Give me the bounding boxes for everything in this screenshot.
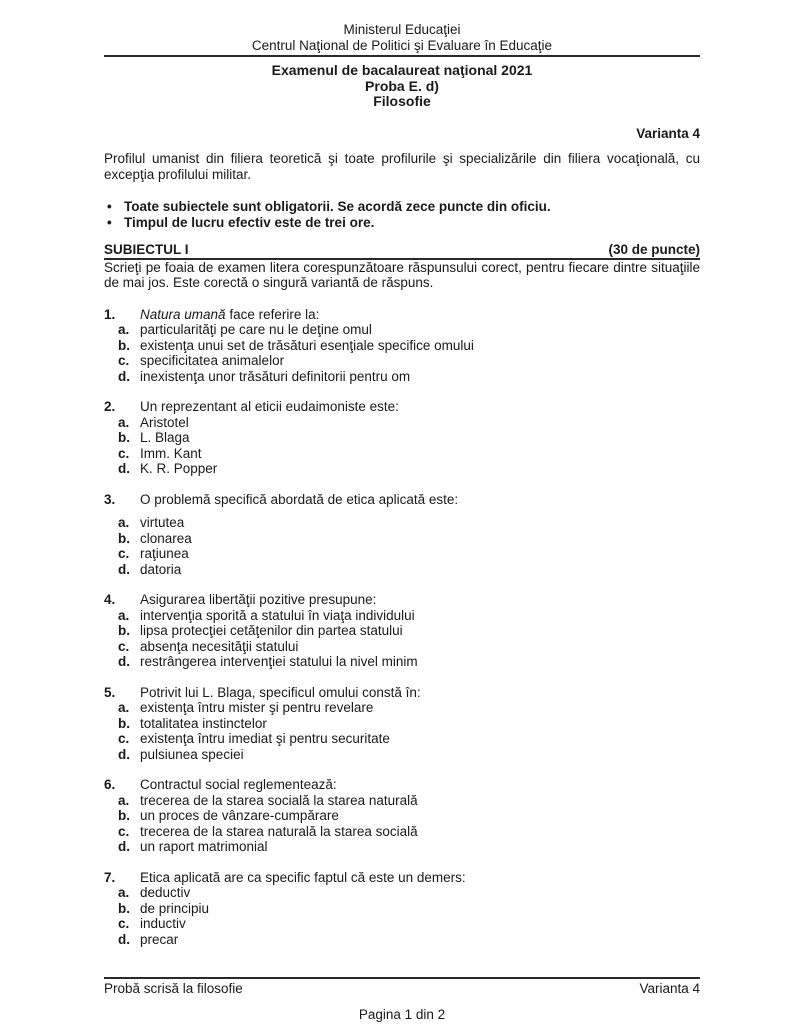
question-stem-row: [104, 307, 700, 323]
option-text: restrângerea intervenţiei statului la nivel minim: [140, 654, 418, 669]
exam-title: Examenul de bacalaureat naţional 2021: [271, 62, 533, 78]
document-header: [104, 22, 700, 57]
option-letter: a.: [118, 414, 130, 430]
option-text: virtutea: [140, 515, 185, 530]
question-stem: [140, 492, 700, 508]
rule-item: [104, 215, 700, 231]
question-stem-text: Asigurarea libertăţii pozitive presupune:: [140, 592, 377, 607]
question-stem-text: Un reprezentant al eticii eudaimoniste este:: [140, 399, 399, 414]
option-text: K. R. Popper: [140, 461, 218, 476]
option-text: precar: [140, 931, 179, 947]
option-letter: b.: [118, 623, 130, 638]
section-points: (30 de puncte): [608, 242, 700, 257]
exam-proba: Proba E. d): [365, 77, 439, 94]
option-letter: b.: [118, 715, 130, 731]
answer-option: [104, 623, 700, 639]
document-footer: [104, 977, 700, 1022]
answer-option: [104, 446, 700, 462]
option-letter: b.: [118, 430, 130, 445]
answer-option: [104, 353, 700, 369]
question-stem-text: Potrivit lui L. Blaga, specificul omului constă în:: [140, 684, 421, 700]
question-number: 6.: [104, 777, 116, 792]
center-line: Centrul Naţional de Politici şi Evaluare în Educaţie: [251, 37, 553, 53]
question-stem-row: [104, 592, 700, 608]
question-stem-text: face referire la:: [225, 306, 320, 322]
answer-option: [104, 747, 700, 763]
exam-titles: [104, 63, 700, 110]
question-number: 5.: [104, 684, 116, 700]
option-text: raţiunea: [140, 546, 189, 561]
option-letter: c.: [118, 638, 130, 654]
footer-row: [104, 979, 700, 997]
footer-right: Varianta 4: [639, 981, 700, 996]
option-letter: d.: [118, 561, 130, 577]
option-letter: b.: [118, 808, 130, 823]
option-text: specificitatea animalelor: [140, 353, 285, 368]
option-letter: a.: [118, 885, 130, 900]
option-text: lipsa protecţiei cetăţenilor din partea statului: [140, 623, 403, 638]
option-letter: b.: [118, 900, 130, 916]
answer-option: [104, 322, 700, 338]
answer-option: [104, 808, 700, 824]
option-letter: d.: [118, 746, 130, 762]
option-letter: d.: [118, 654, 130, 669]
option-letter: a.: [118, 792, 130, 808]
question-number: 2.: [104, 399, 116, 414]
question-stem: [140, 307, 700, 323]
answer-option: [104, 901, 700, 917]
option-text: trecerea de la starea socială la starea naturală: [140, 792, 418, 808]
answer-option: [104, 338, 700, 354]
option-text: Aristotel: [140, 414, 189, 430]
option-text: totalitatea instinctelor: [140, 715, 267, 731]
page-number: Pagina 1 din 2: [358, 1006, 446, 1022]
answer-option: [104, 461, 700, 477]
question-block: [104, 307, 700, 385]
question-block: [104, 399, 700, 477]
answer-option: [104, 415, 700, 431]
option-text: clonarea: [140, 530, 192, 546]
answer-option: [104, 608, 700, 624]
option-text: trecerea de la starea naturală la starea socială: [140, 823, 418, 839]
question-number: 3.: [104, 491, 116, 507]
option-letter: d.: [118, 461, 130, 476]
answer-option: [104, 562, 700, 578]
option-text: un proces de vânzare-cumpărare: [140, 808, 339, 823]
option-letter: d.: [118, 839, 130, 854]
question-block: [104, 777, 700, 855]
question-stem-text: Contractul social reglementează:: [140, 777, 337, 792]
answer-option: [104, 531, 700, 547]
question-stem: [140, 592, 700, 608]
option-text: existenţa întru mister şi pentru revelare: [140, 700, 374, 715]
questions: [104, 307, 700, 963]
option-letter: c.: [118, 445, 130, 461]
option-text: inexistenţa unor trăsături definitorii pentru om: [140, 368, 411, 384]
option-letter: c.: [118, 916, 130, 931]
rule-item: [104, 199, 700, 215]
answer-option: [104, 369, 700, 385]
option-text: datoria: [140, 561, 182, 577]
answer-option: [104, 430, 700, 446]
option-text: pulsiunea speciei: [140, 746, 244, 762]
option-letter: a.: [118, 322, 130, 337]
option-letter: a.: [118, 515, 130, 530]
section-heading: [104, 242, 700, 260]
question-stem-text: Etica aplicată are ca specific faptul că este un demers:: [140, 869, 466, 885]
option-text: de principiu: [140, 900, 210, 916]
question-number: 1.: [104, 306, 116, 322]
question-stem-italic: Natura umană: [140, 306, 226, 322]
answer-option: [104, 654, 700, 670]
answer-option: [104, 731, 700, 747]
answer-option: [104, 700, 700, 716]
option-letter: d.: [118, 368, 130, 384]
question-block: [104, 685, 700, 763]
section-instructions: Scrieţi pe foaia de examen litera corespunzătoare răspunsului corect, pentru fiecare dintre situaţiile de mai jos. Este corectă o singură variantă de răspuns.: [104, 259, 700, 290]
answer-option: [104, 824, 700, 840]
bullet-icon: •: [107, 214, 112, 230]
question-number: 4.: [104, 592, 116, 607]
question-stem: [140, 685, 700, 701]
option-letter: a.: [118, 607, 130, 623]
question-stem-text: O problemă specifică abordată de etica aplicată este:: [140, 491, 459, 507]
option-letter: c.: [118, 731, 130, 746]
option-text: existenţa unui set de trăsături esenţiale specifice omului: [140, 337, 474, 353]
exam-subject: Filosofie: [373, 93, 431, 109]
answer-option: [104, 839, 700, 855]
option-text: un raport matrimonial: [140, 839, 268, 854]
answer-option: [104, 932, 700, 948]
question-block: [104, 870, 700, 948]
answer-option: [104, 716, 700, 732]
option-letter: b.: [118, 337, 130, 353]
question-stem-row: [104, 870, 700, 886]
answer-option: [104, 916, 700, 932]
variant-label: Varianta 4: [636, 125, 700, 141]
option-text: absenţa necesităţii statului: [140, 638, 299, 654]
rule-text: Toate subiectele sunt obligatorii. Se acordă zece puncte din oficiu.: [124, 199, 551, 214]
question-block: [104, 492, 700, 578]
option-text: particularităţi pe care nu le deţine omul: [140, 322, 372, 337]
answer-option: [104, 546, 700, 562]
option-letter: c.: [118, 546, 130, 561]
option-text: deductiv: [140, 885, 191, 900]
answer-option: [104, 639, 700, 655]
option-text: intervenţia sporită a statului în viaţa individului: [140, 607, 415, 623]
question-stem: [140, 399, 700, 415]
answer-option: [104, 793, 700, 809]
option-text: Imm. Kant: [140, 445, 202, 461]
answer-option: [104, 885, 700, 901]
question-stem-row: [104, 492, 700, 508]
profile-paragraph: Profilul umanist din filiera teoretică şi toate profilurile şi specializările din filiera vocaţională, cu excepţia profilului militar.: [104, 151, 700, 182]
question-stem: [140, 870, 700, 886]
bullet-icon: •: [107, 199, 112, 214]
ministry-line: Ministerul Educaţiei: [343, 22, 461, 37]
option-letter: a.: [118, 700, 130, 715]
option-text: inductiv: [140, 916, 186, 931]
rules-list: [104, 199, 700, 230]
footer-left: Probă scrisă la filosofie: [104, 981, 243, 996]
answer-option: [104, 515, 700, 531]
question-block: [104, 592, 700, 670]
question-stem-row: [104, 685, 700, 701]
option-letter: c.: [118, 353, 130, 368]
option-letter: c.: [118, 823, 130, 839]
question-stem: [140, 777, 700, 793]
section-title: SUBIECTUL I: [104, 242, 189, 257]
question-number: 7.: [104, 869, 116, 885]
option-letter: d.: [118, 931, 130, 947]
option-text: existenţa întru imediat şi pentru securitate: [140, 731, 390, 746]
option-text: L. Blaga: [140, 430, 190, 445]
question-stem-row: [104, 777, 700, 793]
question-stem-row: [104, 399, 700, 415]
rule-text: Timpul de lucru efectiv este de trei ore.: [124, 214, 375, 230]
option-letter: b.: [118, 530, 130, 546]
